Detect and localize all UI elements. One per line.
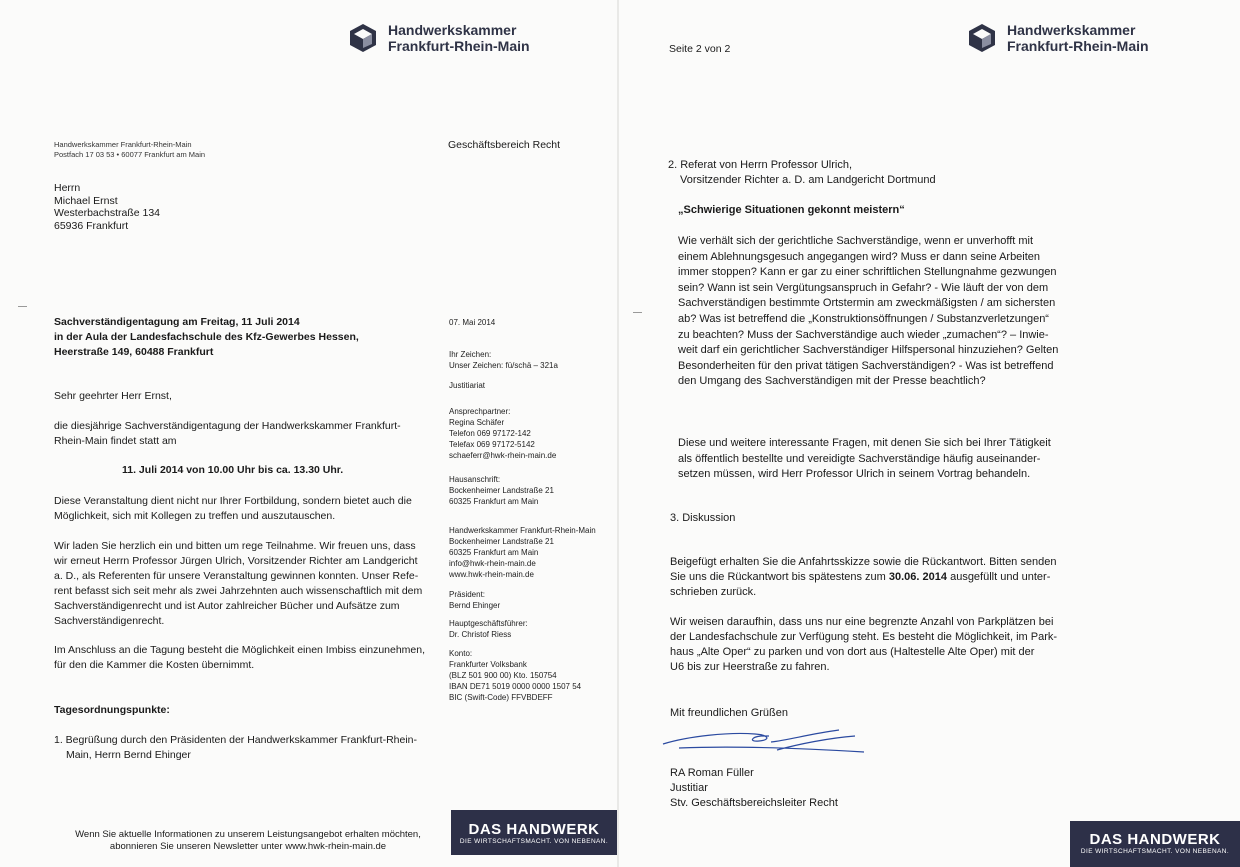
salutation: Sehr geehrter Herr Ernst,	[54, 390, 172, 402]
agenda-item-1: 1. Begrüßung durch den Präsidenten der Handwerkskammer Frankfurt-Rhein- Main, Herrn Bernd Ehinger	[54, 734, 418, 761]
chamber-logo	[967, 22, 1149, 54]
agenda-heading: Tagesordnungspunkte:	[54, 704, 170, 716]
fold-mark	[633, 312, 642, 313]
agenda-item-2: 2. Referat von Herrn Professor Ulrich, Vorsitzender Richter a. D. am Landgericht Dortmund	[668, 159, 936, 186]
talk-summary: Diese und weitere interessante Fragen, mit denen Sie sich bei Ihrer Tätigkeit als öffentlich bestellte und vereidigte Sachverständige häufig auseinander- setzen müssen, wird Herr Professor Ulrich in seinem Vortrag behandeln.	[678, 437, 1051, 481]
department-label: Justitiariat	[449, 381, 486, 390]
das-handwerk-badge: DAS HANDWERK DIE WIRTSCHAFTSMACHT. VON NEBENAN.	[451, 810, 617, 855]
sender-address: Handwerkskammer Frankfurt-Rhein-Main Postfach 17 03 53 • 60077 Frankfurt am Main	[54, 140, 206, 159]
department: Geschäftsbereich Recht	[448, 139, 561, 151]
house-address-block: Hausanschrift: Bockenheimer Landstraße 21 60325 Frankfurt am Main	[449, 475, 554, 506]
reply-deadline: 30.06. 2014	[888, 571, 948, 583]
recipient-address: Herrn Michael Ernst Westerbachstraße 134 65936 Frankfurt	[54, 182, 161, 232]
subject: Sachverständigentagung am Freitag, 11 Juli 2014 in der Aula der Landesfachschule des Kfz-Gewerbes Hessen, Heerstraße 149, 60488 Frankfurt	[54, 316, 359, 358]
paragraph-invitation: Wir laden Sie herzlich ein und bitten um rege Teilnahme. Wir freuen uns, dass wir erneut Herrn Professor Jürgen Ulrich, Vorsitzender Richter am Landgericht a. D., als Referenten für unsere Veranstaltung gewinnen konnten. Unser Refe- rent befasst sich seit mehr als zwei Jahrzehnten auch wissenschaftlich mit dem Sachverständigenrecht und ist Autor zahlreicher Bücher und Aufsätze zum Sachverständigenrecht.	[54, 540, 423, 627]
org-address-block: Handwerkskammer Frankfurt-Rhein-Main Bockenheimer Landstraße 21 60325 Frankfurt am Main info@hwk-rhein-main.de www.hwk-rhein-main.de	[449, 526, 596, 579]
chamber-logo-icon	[967, 23, 997, 53]
page-number: Seite 2 von 2	[669, 43, 731, 55]
paragraph-intro: die diesjährige Sachverständigentagung der Handwerkskammer Frankfurt- Rhein-Main findet statt am	[54, 420, 401, 447]
paragraph-parking: Wir weisen daraufhin, dass uns nur eine begrenzte Anzahl von Parkplätzen bei der Landesfachschule zur Verfügung steht. Es besteht die Möglichkeit, im Park- haus „Alte Oper“ zu parken und von dort aus (Haltestelle Alte Oper) mit der U6 bis zur Heerstraße zu fahren.	[670, 616, 1058, 673]
signer-block: RA Roman Füller Justitiar Stv. Geschäftsbereichsleiter Recht	[670, 767, 838, 809]
letter-date: 07. Mai 2014	[449, 318, 496, 327]
signature	[659, 722, 869, 762]
talk-description: Wie verhält sich der gerichtliche Sachverständige, wenn er unverhofft mit einem Ablehnungsgesuch angegangen wird? Muss er dann seine Arbeiten immer stoppen? Kann er gar zu einer schriftlichen Stellungnahme gezwungen sein? Wann ist sein Vergütungsanspruch in Gefahr? - Wie läuft der von dem Sachverständigen bestimmte Ortstermin am zweckmäßigsten / am sichersten ab? Was ist betreffend die „Konstruktionsöffnungen / Substanzverletzungen“ zu beachten? Muss der Sachverständige auch wieder „zumachen“? – Inwie- weit darf ein gerichtlicher Sachverständiger Hilfspersonal hinzuziehen? Gelten Besonderheiten für den privat tätigen Sachverständigen? - Was ist betreffend den Umgang des Sachverständigen mit der Presse beachtlich?	[678, 235, 1059, 388]
logo-name-line2: Frankfurt-Rhein-Main	[1007, 38, 1149, 54]
logo-name-line2: Frankfurt-Rhein-Main	[388, 38, 530, 54]
reference-block: Ihr Zeichen: Unser Zeichen: fü/schä – 321a	[449, 350, 558, 370]
bank-account-block: Konto: Frankfurter Volksbank (BLZ 501 900 00) Kto. 150754 IBAN DE71 5019 0000 0000 1507 54 BIC (Swift-Code) FFVBDEFF	[449, 649, 582, 702]
das-handwerk-badge: DAS HANDWERK DIE WIRTSCHAFTSMACHT. VON NEBENAN.	[1070, 821, 1240, 867]
website: www.hwk-rhein-main.de	[449, 570, 534, 579]
letter-page-2	[619, 0, 1240, 867]
logo-name-line1: Handwerkskammer	[388, 22, 517, 38]
contact-block: Ansprechpartner: Regina Schäfer Telefon 069 97172-142 Telefax 069 97172-5142 schaeferr@hwk-rhein-main.de	[449, 407, 557, 460]
talk-title: „Schwierige Situationen gekonnt meistern“	[678, 204, 905, 216]
letter-page-1	[0, 0, 617, 867]
agenda-item-3: 3. Diskussion	[670, 512, 736, 524]
paragraph-purpose: Diese Veranstaltung dient nicht nur Ihrer Fortbildung, sondern bietet auch die Möglichkeit, sich mit Kollegen zu treffen und auszutauschen.	[54, 495, 412, 522]
logo-name-line1: Handwerkskammer	[1007, 22, 1136, 38]
signer-name: RA Roman Füller	[670, 767, 754, 779]
ceo-block: Hauptgeschäftsführer: Dr. Christof Riess	[449, 619, 528, 639]
chamber-logo	[348, 22, 530, 54]
fold-mark	[18, 306, 27, 307]
closing: Mit freundlichen Grüßen	[670, 707, 788, 719]
newsletter-footer: Wenn Sie aktuelle Informationen zu unserem Leistungsangebot erhalten möchten, abonnieren Sie unseren Newsletter unter www.hwk-rhein-main.de	[75, 829, 421, 852]
chamber-logo-icon	[348, 23, 378, 53]
president-block: Präsident: Bernd Ehinger	[449, 590, 501, 610]
contact-email: schaeferr@hwk-rhein-main.de	[449, 451, 557, 460]
event-date-time: 11. Juli 2014 von 10.00 Uhr bis ca. 13.30 Uhr.	[122, 464, 344, 476]
paragraph-reply: Beigefügt erhalten Sie die Anfahrtsskizze sowie die Rückantwort. Bitten senden Sie uns die Rückantwort bis spätestens zum 30.06. 2014 ausgefüllt und unter- schrieben zurück.	[670, 556, 1057, 598]
info-email: info@hwk-rhein-main.de	[449, 559, 536, 568]
paragraph-catering: Im Anschluss an die Tagung besteht die Möglichkeit einen Imbiss einzunehmen, für den die Kammer die Kosten übernimmt.	[54, 644, 426, 671]
